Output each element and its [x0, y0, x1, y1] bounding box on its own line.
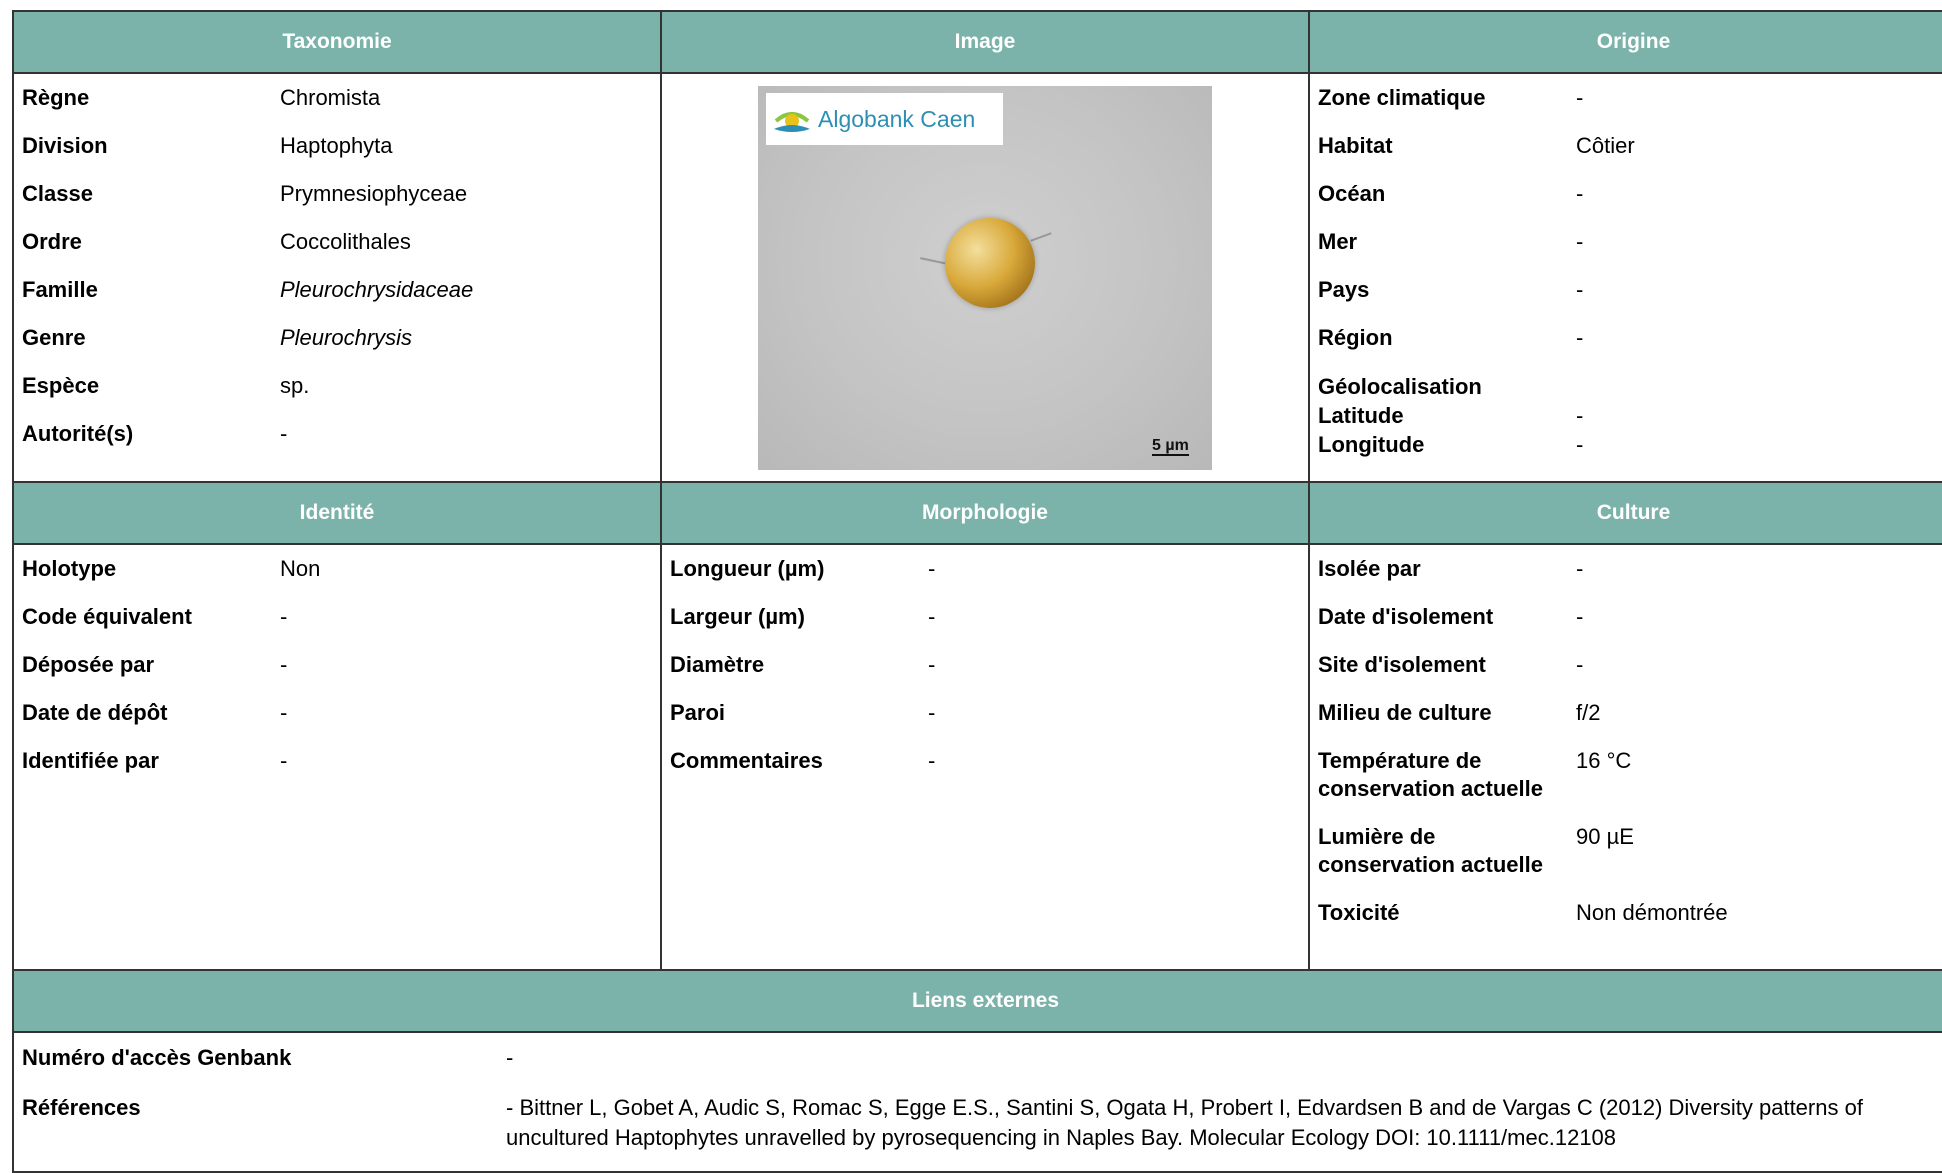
- origine-header: Origine: [1310, 12, 1942, 74]
- geoloc-row: [1310, 362, 1942, 469]
- table-row: Site d'isolement -: [1318, 652, 1584, 677]
- table-row: Paroi -: [670, 700, 936, 725]
- flagellum-right: [1030, 232, 1051, 241]
- alga-cell: [945, 218, 1035, 308]
- scale-bar: 5 µm: [1152, 437, 1189, 454]
- flagellum-left: [920, 257, 948, 265]
- identite-header: Identité: [14, 483, 660, 545]
- table-row: [14, 1033, 1942, 1083]
- latitude-value: -: [1576, 403, 1584, 428]
- table-row: Famille Pleurochrysidaceae: [22, 277, 474, 302]
- morphologie-header: Morphologie: [662, 483, 1308, 545]
- liens-table: [14, 1033, 1942, 1163]
- table-row: Isolée par -: [1318, 556, 1584, 581]
- references-label: Références: [22, 1095, 141, 1120]
- table-row: Température de conservation actuelle 16 °C: [1318, 748, 1632, 801]
- genbank-value: -: [506, 1045, 514, 1070]
- table-row: Pays -: [1318, 277, 1584, 302]
- strain-photo[interactable]: [758, 86, 1212, 470]
- table-row: Zone climatique -: [1318, 85, 1584, 110]
- table-row: Commentaires -: [670, 748, 936, 773]
- table-row: Déposée par -: [22, 652, 288, 677]
- table-row: Mer -: [1318, 229, 1584, 254]
- origine-table: [1310, 74, 1942, 469]
- image-panel: [661, 11, 1309, 482]
- table-row: [14, 1083, 1942, 1163]
- identite-table: [14, 545, 660, 785]
- morphologie-table: [662, 545, 1308, 785]
- table-row: Largeur (µm) -: [670, 604, 936, 629]
- liens-header: Liens externes: [14, 971, 1942, 1033]
- table-row: Code équivalent -: [22, 604, 288, 629]
- taxonomie-panel: [13, 11, 661, 482]
- table-row: Date de dépôt -: [22, 700, 288, 725]
- table-row: Division Haptophyta: [22, 133, 393, 158]
- morphologie-panel: [661, 482, 1309, 970]
- table-row: Toxicité Non démontrée: [1318, 900, 1728, 925]
- origine-panel: [1309, 11, 1942, 482]
- table-row: Océan -: [1318, 181, 1584, 206]
- image-area: [662, 74, 1308, 458]
- table-row: Genre Pleurochrysis: [22, 325, 413, 350]
- table-row: Autorité(s) -: [22, 421, 288, 446]
- table-row: Milieu de culture f/2: [1318, 700, 1601, 725]
- logo-text: Algobank Caen: [818, 105, 976, 132]
- latitude-label: Latitude: [1318, 403, 1404, 428]
- references-value: - Bittner L, Gobet A, Audic S, Romac S, Egge E.S., Santini S, Ogata H, Probert I, Edvardsen B and de Vargas C (2012) Diversity patterns of uncultured Haptophytes unravelled by pyrosequencing in Naples Bay. Molecular Ecology DOI: 10.1111/mec.12108: [506, 1095, 1863, 1150]
- table-row: Classe Prymnesiophyceae: [22, 181, 468, 206]
- algobank-logo-icon: [772, 99, 812, 139]
- taxonomie-header: Taxonomie: [14, 12, 660, 74]
- table-row: Espèce sp.: [22, 373, 310, 398]
- table-row: Habitat Côtier: [1318, 133, 1635, 158]
- table-row: Longueur (µm) -: [670, 556, 936, 581]
- strain-grid: [12, 10, 1942, 1173]
- table-row: Date d'isolement -: [1318, 604, 1584, 629]
- liens-panel: [13, 970, 1942, 1172]
- table-row: Holotype Non: [22, 556, 321, 581]
- longitude-label: Longitude: [1318, 432, 1425, 457]
- table-row: Lumière de conservation actuelle 90 µE: [1318, 824, 1634, 877]
- culture-table: [1310, 545, 1942, 937]
- identite-panel: [13, 482, 661, 970]
- image-header: Image: [662, 12, 1308, 74]
- table-row: Ordre Coccolithales: [22, 229, 411, 254]
- table-row: Diamètre -: [670, 652, 936, 677]
- longitude-value: -: [1576, 432, 1584, 457]
- strain-sheet: [12, 10, 1942, 1173]
- geoloc-label: Géolocalisation: [1318, 374, 1482, 399]
- taxonomie-table: [14, 74, 660, 458]
- table-row: Règne Chromista: [22, 85, 381, 110]
- table-row: Identifiée par -: [22, 748, 288, 773]
- culture-panel: [1309, 482, 1942, 970]
- culture-header: Culture: [1310, 483, 1942, 545]
- genbank-label: Numéro d'accès Genbank: [22, 1045, 292, 1070]
- algobank-logo: [766, 93, 1003, 145]
- table-row: Région -: [1318, 325, 1584, 350]
